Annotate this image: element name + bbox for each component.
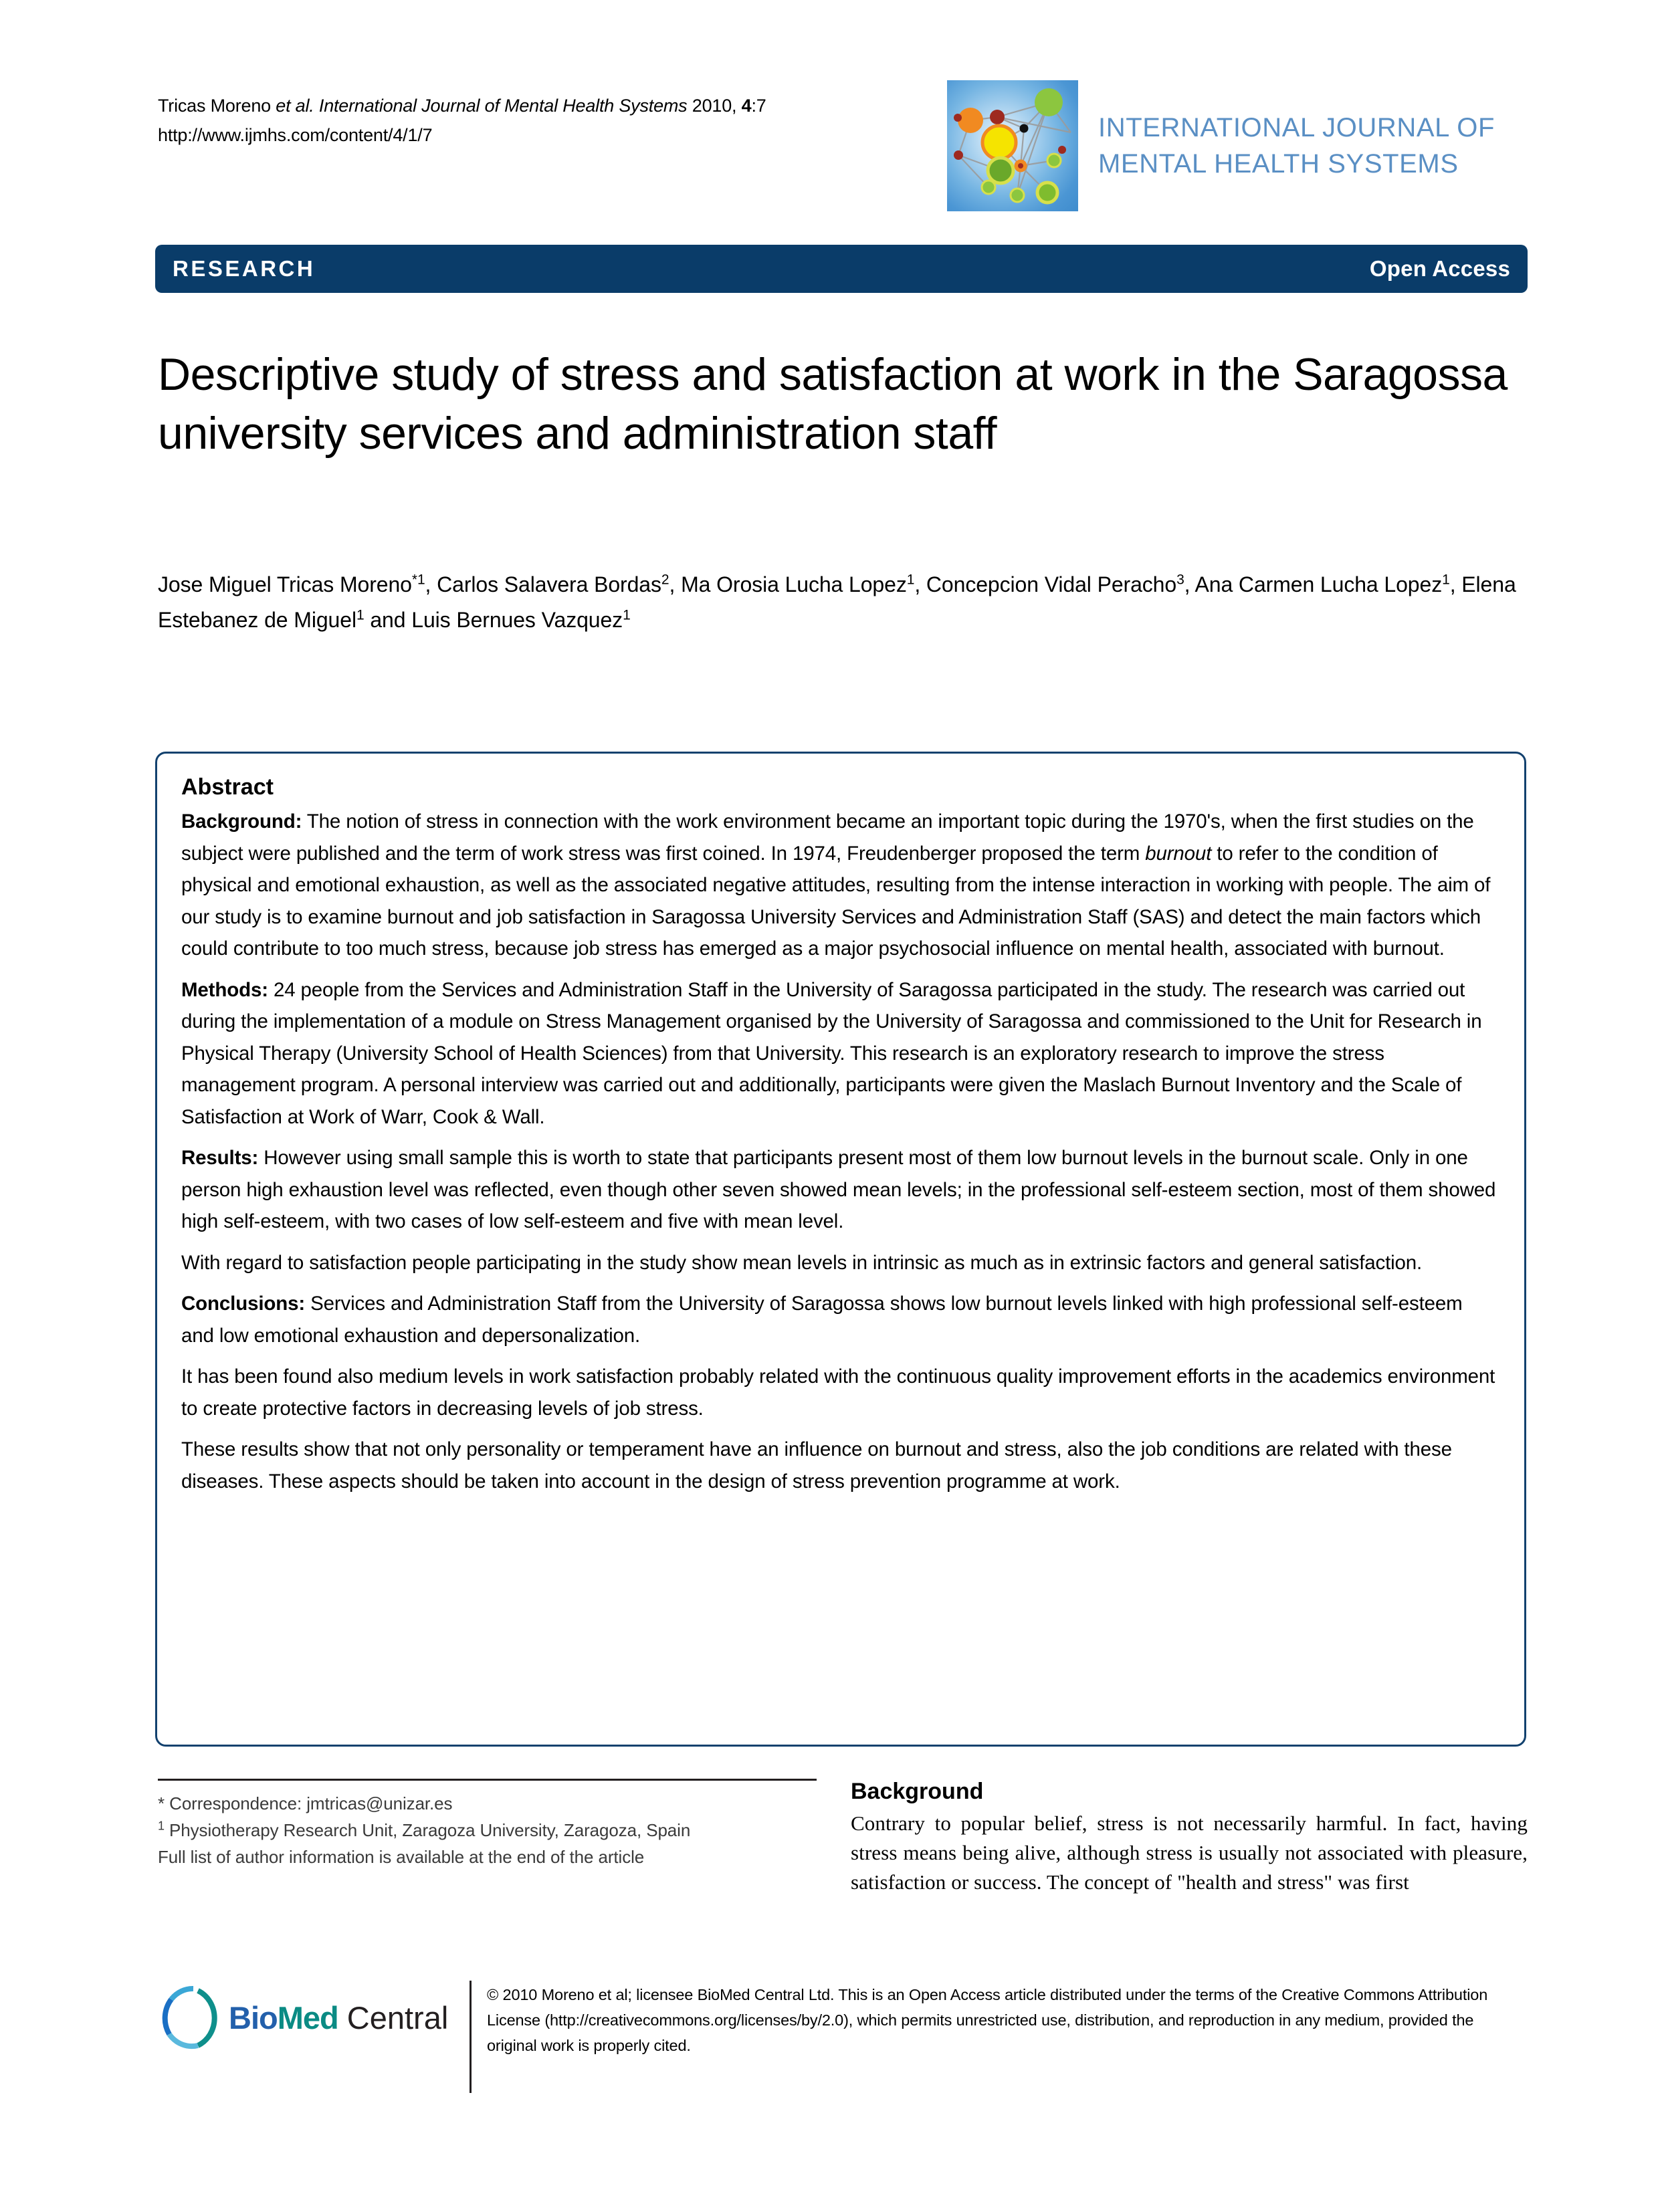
citation-url[interactable]: http://www.ijmhs.com/content/4/1/7 <box>158 125 433 145</box>
abstract-section-text: However using small sample this is worth to state that participants present most of them low burnout levels in the burnout scale. Only in one person high exhaustion level was reflected, even though other seven showed mean levels; in the professional self-esteem section, most of them showed high self-esteem, with two cases of low self-esteem and five with mean level. <box>181 1147 1496 1232</box>
abstract-section-label: Results: <box>181 1147 259 1169</box>
author-separator: , <box>425 572 437 596</box>
author-name: Ana Carmen Lucha Lopez <box>1195 572 1443 596</box>
abstract-paragraph <box>181 1434 1500 1497</box>
abstract-section-text-cont: to refer to the condition of physical and emotional exhaustion, as well as the associated negative attitudes, resulting from the intense interaction in working with people. The aim of our study is to examine burnout and job satisfaction in Saragossa University Services and Administration Staff (SAS) and detect the main factors which could contribute to too much stress, because job stress has emerged as a major psychosocial influence on mental health, associated with burnout. <box>181 842 1491 960</box>
journal-title-line1: INTERNATIONAL JOURNAL OF <box>1098 113 1495 142</box>
background-section <box>851 1775 1528 1897</box>
page-header <box>158 80 1526 227</box>
footer-divider <box>470 1981 472 2093</box>
citation-issue: :7 <box>751 96 766 116</box>
abstract-paragraph <box>181 806 1500 965</box>
abstract-section-text: It has been found also medium levels in work satisfaction probably related with the continuous quality improvement efforts in the academics environment to create protective factors in decreasing levels of job stress. <box>181 1365 1495 1420</box>
open-access-badge: Open Access <box>1369 256 1510 281</box>
correspondence-email[interactable]: * Correspondence: jmtricas@unizar.es <box>158 1793 453 1813</box>
author-name: Ma Orosia Lucha Lopez <box>681 572 907 596</box>
abstract-paragraph <box>181 974 1500 1133</box>
author-name: Jose Miguel Tricas Moreno <box>158 572 412 596</box>
abstract-paragraph <box>181 1142 1500 1238</box>
correspondence-fulllist: Full list of author information is available at the end of the article <box>158 1847 645 1867</box>
network-graph-icon <box>947 80 1078 211</box>
page-title: Descriptive study of stress and satisfaction at work in the Saragossa university services and administration staff <box>158 348 1508 459</box>
background-paragraph: Contrary to popular belief, stress is not necessarily harmful. In fact, having stress means being alive, although stress is usually not associated with pleasure, satisfaction or success. The concept of "health and stress" was first <box>851 1811 1528 1894</box>
journal-network-logo-icon <box>947 80 1078 211</box>
article-type-label: RESEARCH <box>173 256 316 281</box>
running-citation <box>158 91 766 150</box>
author-separator: , <box>669 572 682 596</box>
author-affiliation-marker: 3 <box>1176 572 1184 588</box>
author-name: Elena Estebanez de Miguel <box>158 572 1516 632</box>
page-footer <box>158 1981 1526 2094</box>
abstract-section-text: The notion of stress in connection with the work environment became an important topic during the 1970's, when the first studies on the subject were published and the term of work stress was first coined. In 1974, Freudenberger proposed the term <box>181 810 1474 865</box>
citation-journal: et al. International Journal of Mental Health Systems <box>276 96 688 116</box>
author-affiliation-marker: 1 <box>906 572 915 588</box>
abstract-box <box>155 752 1526 1747</box>
brand-bio: Bio <box>229 2000 278 2035</box>
journal-title <box>1098 110 1495 182</box>
author-separator: , <box>1449 572 1462 596</box>
abstract-body <box>181 806 1500 1497</box>
author-affiliation-marker: 1 <box>1442 572 1450 588</box>
affiliation-marker: 1 <box>158 1819 165 1833</box>
citation-line <box>158 91 766 120</box>
correspondence-affiliation <box>158 1817 817 1844</box>
article-type-banner <box>155 245 1528 293</box>
abstract-section-text: With regard to satisfaction people participating in the study show mean levels in intrinsic as much as in extrinsic factors and general satisfaction. <box>181 1251 1423 1274</box>
author-separator: and <box>364 608 412 632</box>
brand-central: Central <box>338 2000 449 2035</box>
license-text: © 2010 Moreno et al; licensee BioMed Central Ltd. This is an Open Access article distributed under the terms of the Creative Commons Attribution License (http://creativecommons.org/licenses/by/2.0), which permits unrestricted use, distribution, and reproduction in any medium, provided the original work is properly cited. <box>487 1986 1488 2054</box>
abstract-section-text: These results show that not only personality or temperament have an influence on burnout and stress, also the job conditions are related with these diseases. These aspects should be taken into account in the design of stress prevention programme at work. <box>181 1438 1452 1492</box>
biomed-ring-icon <box>158 1985 219 2052</box>
author-separator: , <box>1184 572 1195 596</box>
author-name: Concepcion Vidal Peracho <box>926 572 1177 596</box>
author-name: Luis Bernues Vazquez <box>411 608 623 632</box>
affiliation-text: Physiotherapy Research Unit, Zaragoza University, Zaragoza, Spain <box>164 1820 691 1840</box>
author-affiliation-marker: 2 <box>661 572 669 588</box>
background-heading: Background <box>851 1779 984 1804</box>
citation-author: Tricas Moreno <box>158 96 276 116</box>
abstract-paragraph <box>181 1361 1500 1424</box>
biomed-central-wordmark <box>229 2000 448 2036</box>
citation-year: 2010, <box>687 96 742 116</box>
abstract-paragraph <box>181 1247 1500 1279</box>
abstract-section-label: Conclusions: <box>181 1293 306 1315</box>
abstract-section-text: Services and Administration Staff from the University of Saragossa shows low burnout levels linked with high professional self-esteem and low emotional exhaustion and depersonalization. <box>181 1293 1463 1347</box>
author-affiliation-marker: 1 <box>623 607 631 623</box>
author-name: Carlos Salavera Bordas <box>437 572 661 596</box>
author-list <box>158 567 1536 638</box>
citation-volume: 4 <box>741 96 752 116</box>
correspondence-divider <box>158 1779 817 1781</box>
author-separator: , <box>914 572 926 596</box>
author-affiliation-marker: *1 <box>411 572 425 588</box>
journal-title-line2: MENTAL HEALTH SYSTEMS <box>1098 149 1459 179</box>
abstract-section-label: Methods: <box>181 978 268 1001</box>
journal-branding <box>947 80 1495 211</box>
biomed-central-logo <box>158 1985 448 2052</box>
abstract-section-label: Background: <box>181 810 302 833</box>
correspondence-block <box>158 1779 817 1870</box>
abstract-heading: Abstract <box>181 774 274 800</box>
abstract-paragraph <box>181 1288 1500 1351</box>
abstract-emphasis-term: burnout <box>1145 842 1212 865</box>
abstract-section-text: 24 people from the Services and Administration Staff in the University of Saragossa participated in the study. The research was carried out during the implementation of a module on Stress Management organised by the University of Saragossa and commissioned to the Unit for Research in Physical Therapy (University School of Health Sciences) from that University. This research is an exploratory research to improve the stress management program. A personal interview was carried out and additionally, participants were given the Maslach Burnout Inventory and the Scale of Satisfaction at Work of Warr, Cook & Wall. <box>181 978 1482 1128</box>
brand-med: Med <box>277 2000 338 2035</box>
author-affiliation-marker: 1 <box>356 607 365 623</box>
